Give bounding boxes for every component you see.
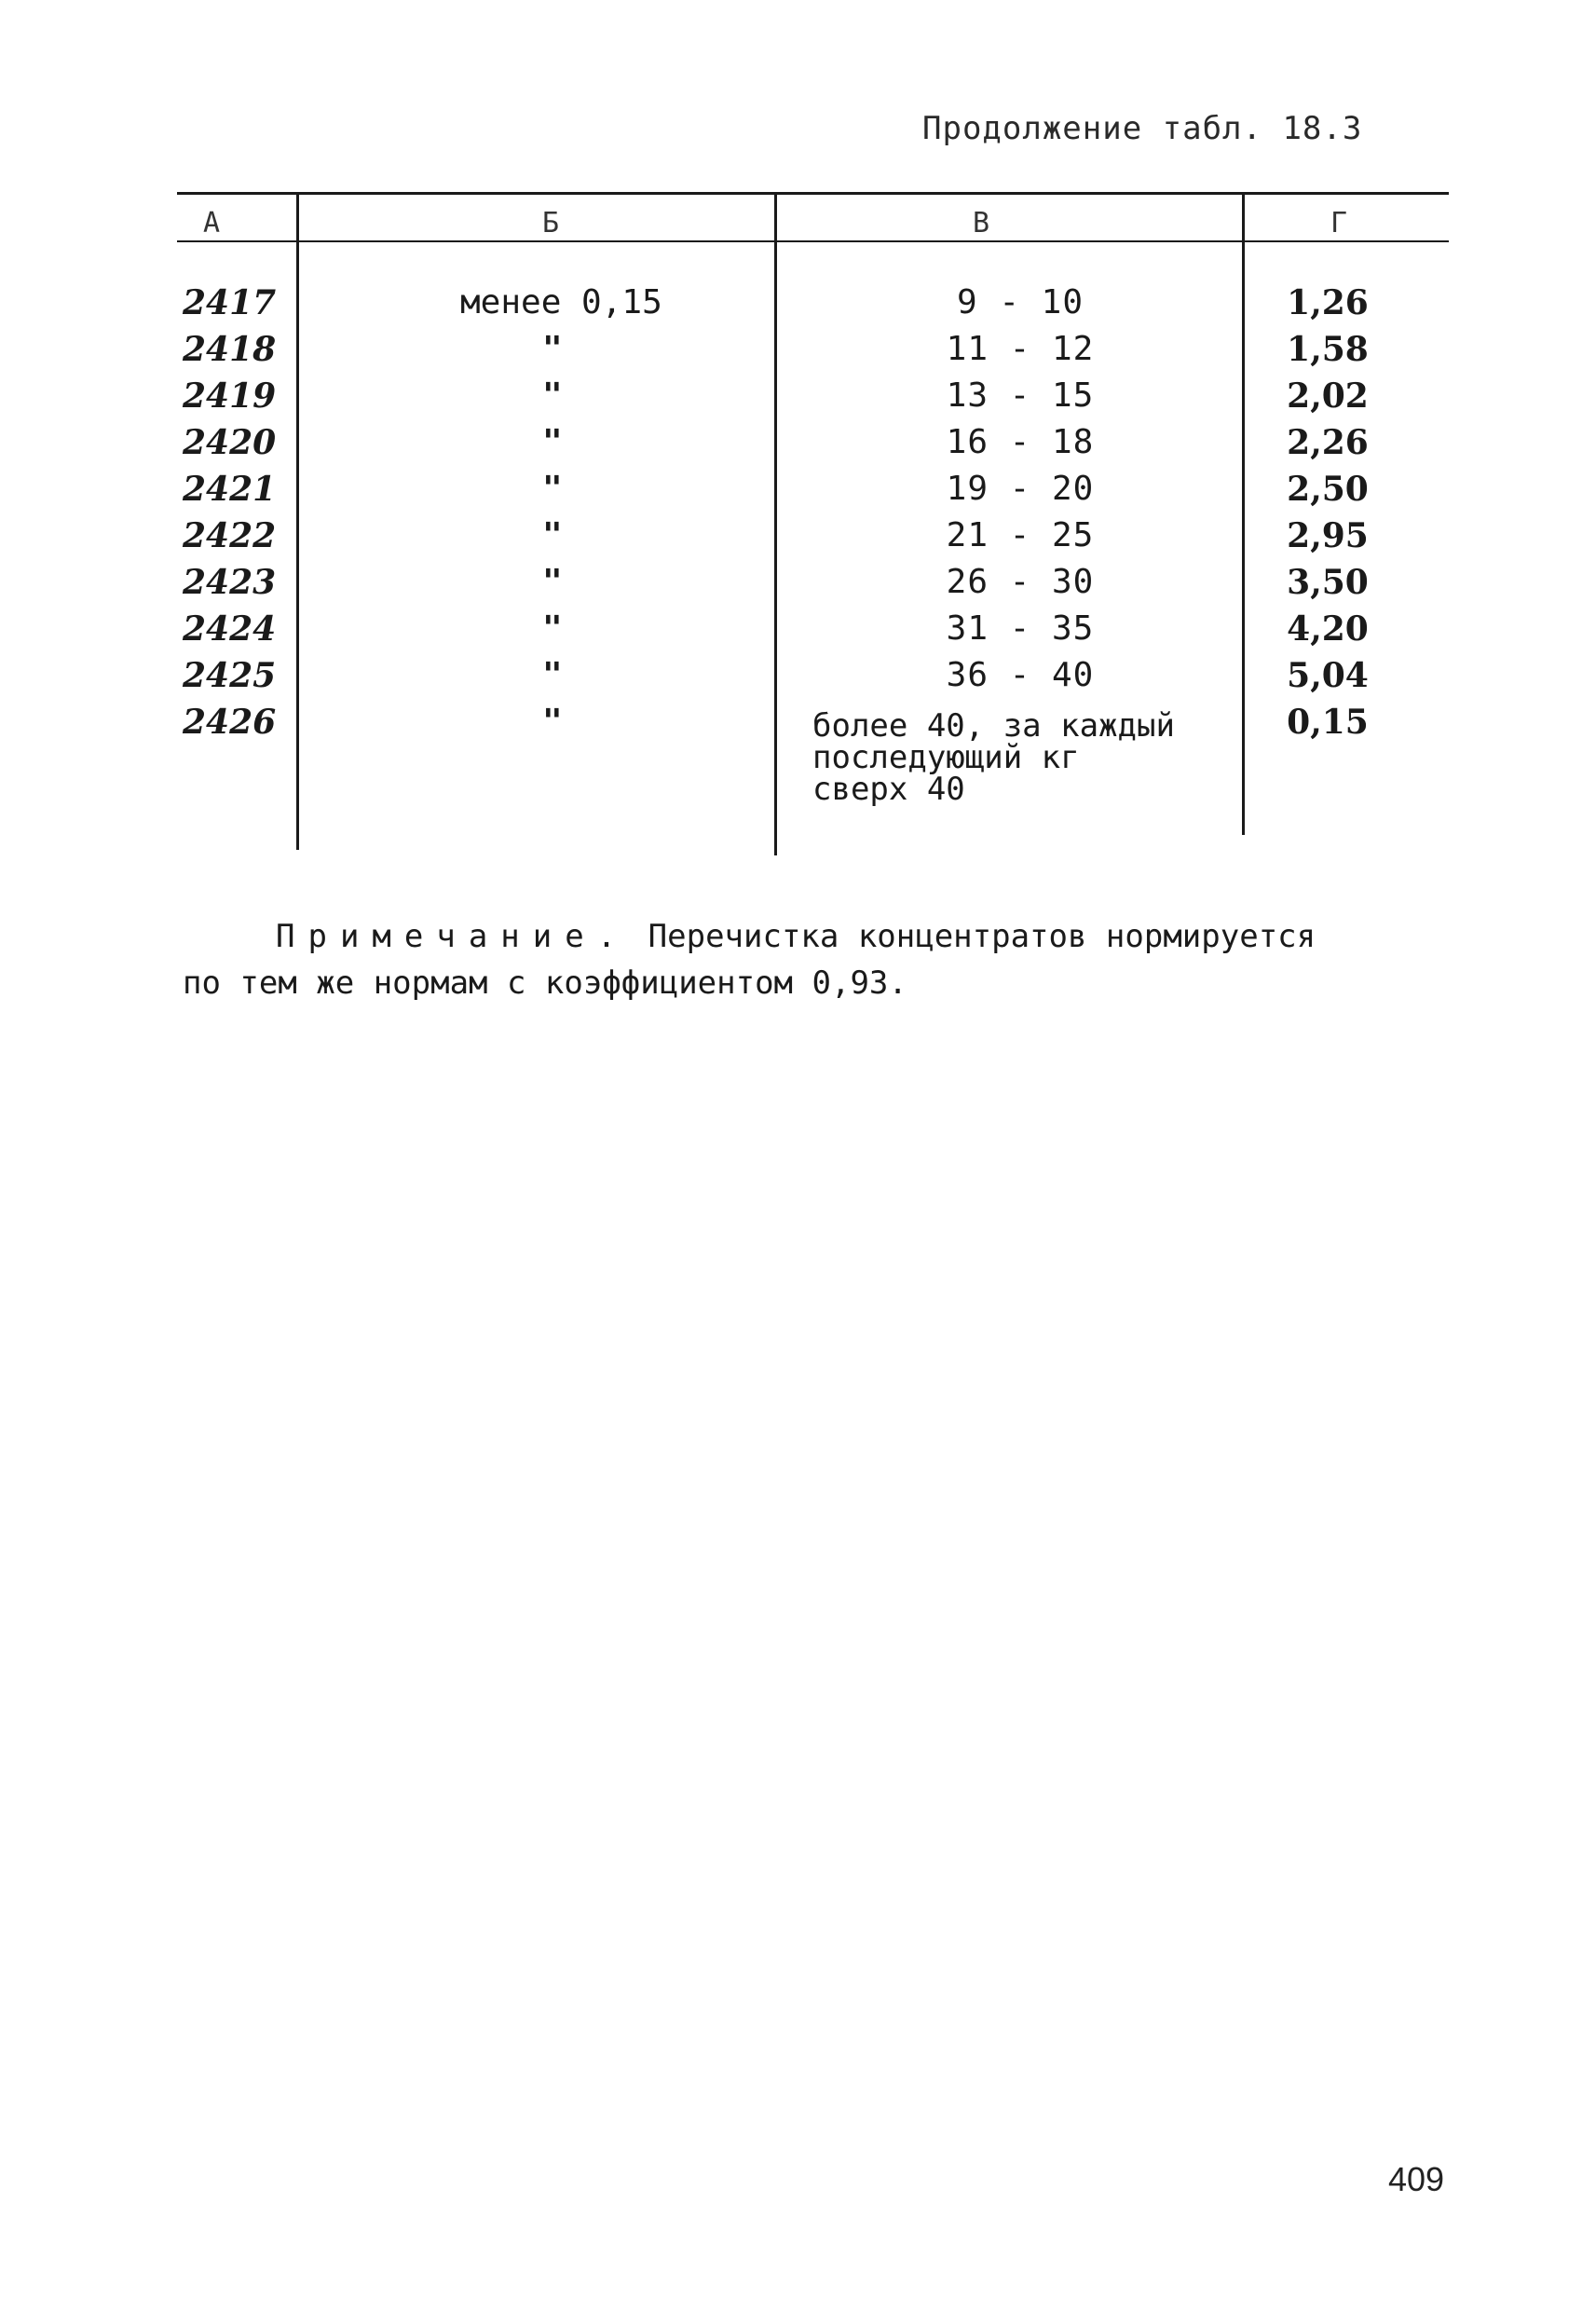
table-row <box>0 652 1596 699</box>
range-cell: 9 - 10 <box>956 283 1084 321</box>
norm-value-cell: 2,02 <box>1287 376 1369 416</box>
table-note <box>183 913 1422 1006</box>
range-text-line: сверх 40 <box>812 771 965 808</box>
column-header-v: В <box>973 207 990 239</box>
range-cell: 19 - 20 <box>946 470 1095 508</box>
row-number: 2420 <box>183 423 277 462</box>
range-cell: 36 - 40 <box>946 656 1095 694</box>
ditto-mark: " <box>542 470 563 508</box>
column-header-g: Г <box>1330 207 1348 239</box>
row-number: 2422 <box>183 516 277 555</box>
norm-value-cell: 5,04 <box>1287 656 1369 695</box>
note-text: Перечистка концентратов нормируется <box>648 918 1316 955</box>
table-row <box>0 373 1596 419</box>
table-header-rule <box>177 240 1449 242</box>
table-row <box>0 606 1596 652</box>
table-row <box>0 513 1596 559</box>
condition-cell: менее 0,15 <box>460 283 662 321</box>
row-number: 2418 <box>183 330 277 369</box>
range-text-line: более 40, за каждый <box>812 707 1175 745</box>
norm-value-cell: 3,50 <box>1287 563 1369 602</box>
row-number: 2417 <box>183 283 277 322</box>
table-top-rule <box>177 192 1449 195</box>
table-row <box>0 559 1596 606</box>
ditto-mark: " <box>542 563 563 601</box>
row-number: 2423 <box>183 563 277 602</box>
norm-value-cell: 0,15 <box>1287 703 1369 742</box>
norm-value-cell: 4,20 <box>1287 609 1369 649</box>
row-number: 2426 <box>183 703 277 742</box>
note-second-line: по тем же нормам с коэффициентом 0,93. <box>183 964 907 1002</box>
table-continuation-caption: Продолжение табл. 18.3 <box>922 110 1363 147</box>
row-number: 2421 <box>183 470 277 509</box>
ditto-mark: " <box>542 423 563 461</box>
note-first-line <box>183 913 1422 960</box>
table-row <box>0 419 1596 466</box>
row-number: 2425 <box>183 656 277 695</box>
column-header-a: А <box>203 207 221 239</box>
norm-value-cell: 1,58 <box>1287 330 1369 369</box>
norm-value-cell: 2,95 <box>1287 516 1369 555</box>
table-row <box>0 699 1596 745</box>
range-cell: 11 - 12 <box>946 330 1095 368</box>
ditto-mark: " <box>542 376 563 415</box>
norm-value-cell: 1,26 <box>1287 283 1369 322</box>
table-row <box>0 326 1596 373</box>
range-cell: 16 - 18 <box>946 423 1095 461</box>
table-row <box>0 466 1596 513</box>
norm-value-cell: 2,50 <box>1287 470 1369 509</box>
ditto-mark: " <box>542 609 563 648</box>
ditto-mark: " <box>542 703 563 741</box>
ditto-mark: " <box>542 330 563 368</box>
column-header-b: Б <box>542 207 560 239</box>
row-number: 2419 <box>183 376 277 416</box>
norm-value-cell: 2,26 <box>1287 423 1369 462</box>
range-cell: 26 - 30 <box>946 563 1095 601</box>
range-cell: 21 - 25 <box>946 516 1095 554</box>
row-number: 2424 <box>183 609 277 649</box>
note-title: Примечание. <box>276 918 630 955</box>
ditto-mark: " <box>542 516 563 554</box>
range-cell: 31 - 35 <box>946 609 1095 648</box>
ditto-mark: " <box>542 656 563 694</box>
range-cell-multiline <box>812 707 1204 808</box>
table-row <box>0 280 1596 326</box>
range-text-line: последующий кг <box>812 739 1080 776</box>
range-cell: 13 - 15 <box>946 376 1095 415</box>
page-number: 409 <box>1388 2160 1445 2198</box>
